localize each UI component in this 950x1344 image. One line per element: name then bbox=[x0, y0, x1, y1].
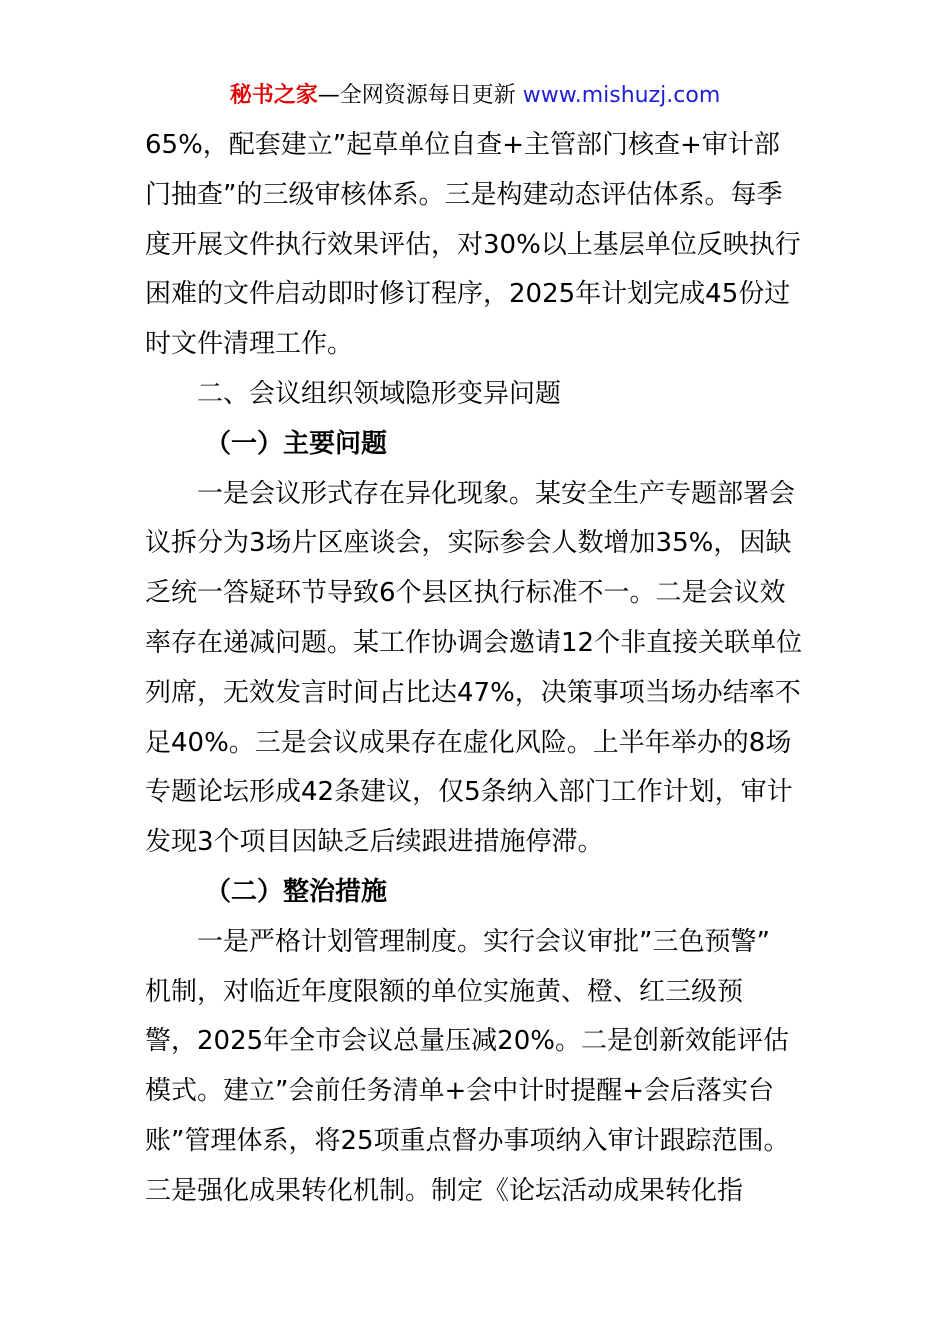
body-line: 发现3个项目因缺乏后续跟进措施停滞。 bbox=[145, 827, 604, 858]
header-tagline: —全网资源每日更新 bbox=[317, 83, 523, 108]
header-url[interactable]: www.mishuzj.com bbox=[522, 83, 721, 108]
body-line: 率存在递减问题。某工作协调会邀请12个非直接关联单位 bbox=[145, 627, 803, 658]
body-line: 机制，对临近年度限额的单位实施黄、橙、红三级预 bbox=[145, 976, 744, 1007]
body-line: 时文件清理工作。 bbox=[145, 329, 354, 360]
body-line: 专题论坛形成42条建议，仅5条纳入部门工作计划，审计 bbox=[145, 777, 793, 808]
body-line: 模式。建立”会前任务清单+会中计时提醒+会后落实台 bbox=[145, 1076, 775, 1107]
body-line: 65%，配套建立”起草单位自查+主管部门核查+审计部 bbox=[145, 130, 780, 160]
body-line: 度开展文件执行效果评估，对30%以上基层单位反映执行 bbox=[145, 229, 801, 260]
body-line: 一是会议形式存在异化现象。某安全生产专题部署会 bbox=[197, 478, 796, 509]
page-header bbox=[0, 80, 950, 112]
body-line: 列席，无效发言时间占比达47%，决策事项当场办结率不 bbox=[145, 677, 801, 708]
subsection-heading: （一）主要问题 bbox=[205, 428, 388, 459]
body-line: 一是严格计划管理制度。实行会议审批”三色预警” bbox=[197, 926, 770, 957]
body-line: 警，2025年全市会议总量压减20%。二是创新效能评估 bbox=[145, 1026, 789, 1057]
body-line: 足40%。三是会议成果存在虚化风险。上半年举办的8场 bbox=[145, 727, 792, 758]
body-line: 困难的文件启动即时修订程序，2025年计划完成45份过 bbox=[145, 279, 791, 310]
body-line: 议拆分为3场片区座谈会，实际参会人数增加35%，因缺 bbox=[145, 528, 792, 559]
header-brand: 秘书之家 bbox=[229, 83, 318, 108]
body-line: 三是强化成果转化机制。制定《论坛活动成果转化指 bbox=[145, 1175, 744, 1206]
body-line: 账”管理体系，将25项重点督办事项纳入审计跟踪范围。 bbox=[145, 1125, 790, 1156]
body-line: 乏统一答疑环节导致6个县区执行标准不一。二是会议效 bbox=[145, 578, 786, 609]
document-body bbox=[145, 121, 810, 1217]
section-heading: 二、会议组织领域隐形变异问题 bbox=[197, 378, 562, 409]
body-line: 门抽查”的三级审核体系。三是构建动态评估体系。每季 bbox=[145, 179, 783, 210]
subsection-heading: （二）整治措施 bbox=[205, 876, 388, 907]
